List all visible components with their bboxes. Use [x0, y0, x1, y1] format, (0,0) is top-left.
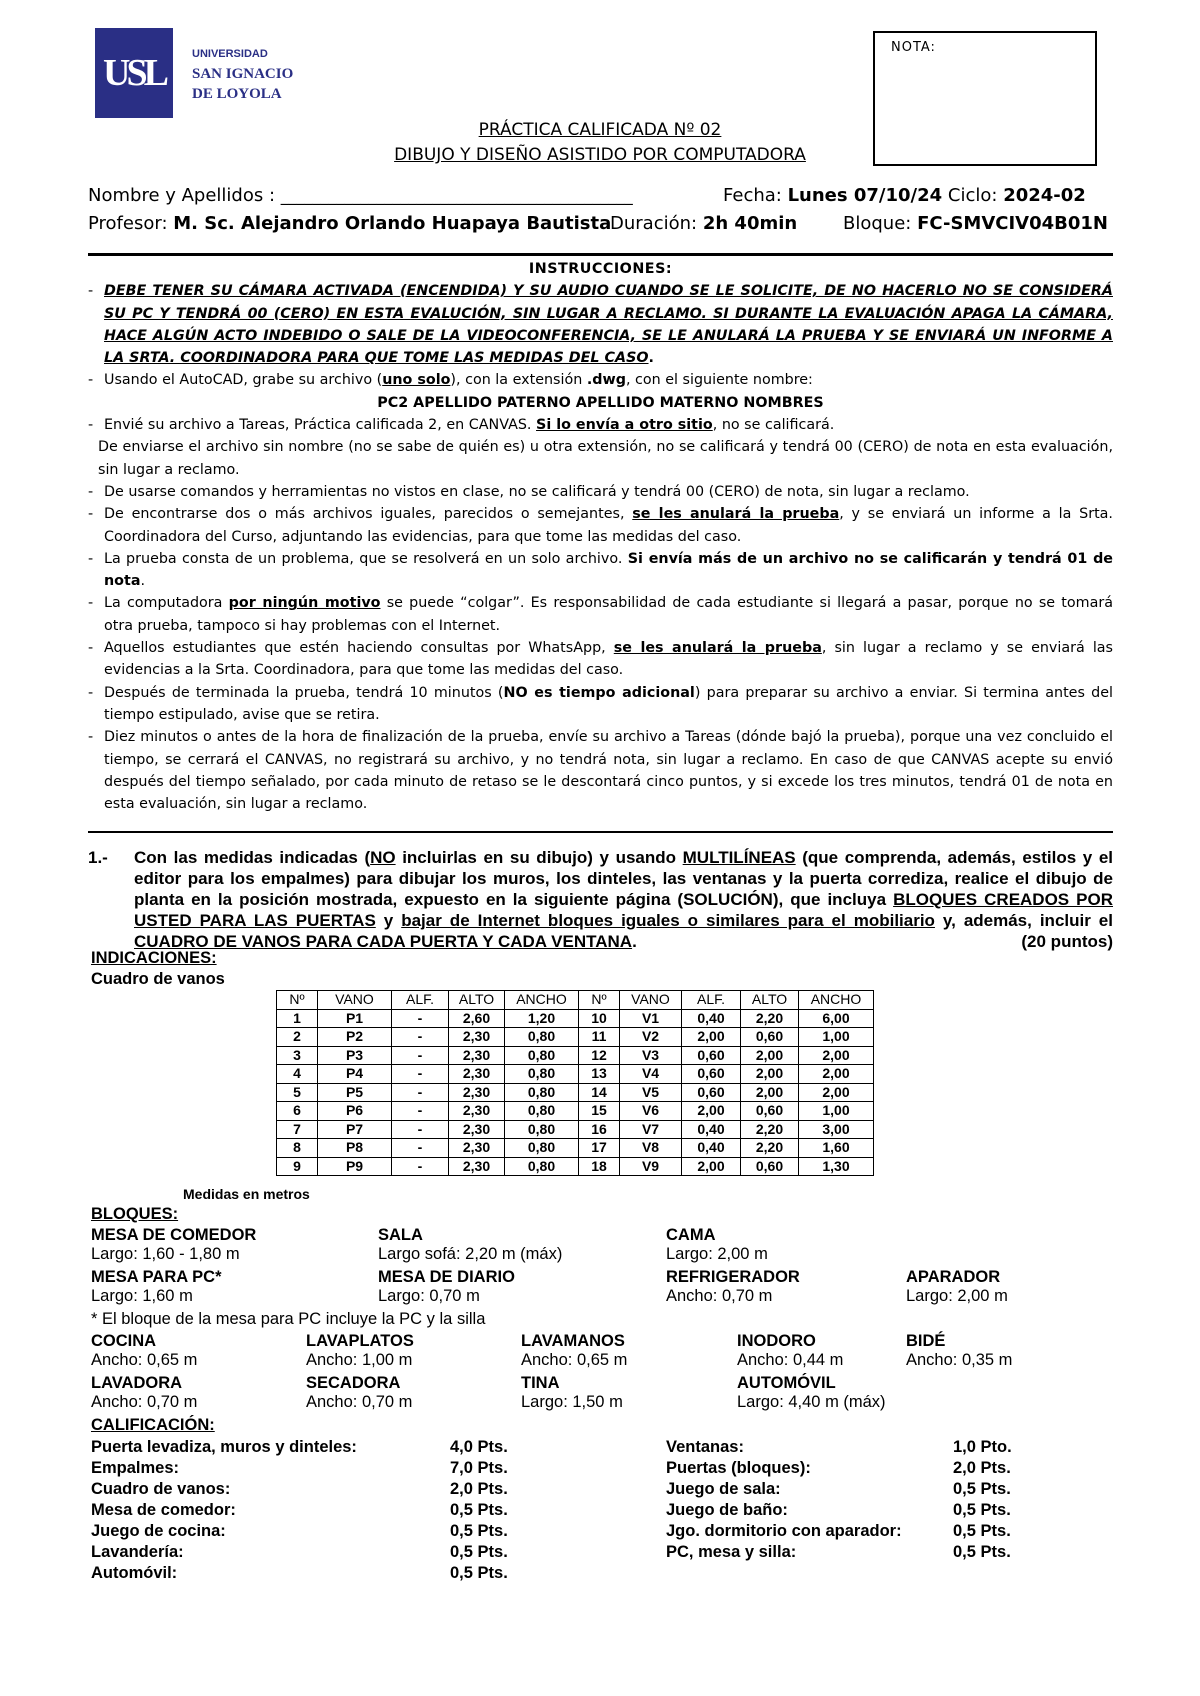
table-cell: P3: [318, 1046, 392, 1065]
table-cell: V6: [620, 1102, 682, 1121]
block-field: [843, 213, 1108, 234]
table-row: [277, 1102, 874, 1121]
table-cell: 6,00: [799, 1009, 874, 1028]
university-name: [192, 44, 293, 104]
block-pc-desk: MESA PARA PC* Largo: 1,60 m: [91, 1268, 222, 1305]
grading-item-points: 0,5 Pts.: [450, 1522, 508, 1540]
table-cell: V1: [620, 1009, 682, 1028]
cycle-label: Ciclo:: [947, 185, 998, 206]
table-cell: 5: [277, 1083, 318, 1102]
instruction-camera-warning: - DEBE TENER SU CÁMARA ACTIVADA (ENCENDIDA) Y SU AUDIO CUANDO SE LE SOLICITE, DE NO HACERLO NO SE CONSIDERÁ SU PC Y TENDRÁ 00 (CERO) EN ESTA EVALUCIÓN, SIN LUGAR A RECLAMO. SI DURANTE LA EVALUACIÓN APAGA LA CÁMARA, HACE ALGÚN ACTO INDEBIDO O SALE DE LA VIDEOCONFERENCIA, SE LE ANULARÁ LA PRUEBA Y SE ENVIARÁ UN INFORME A LA SRTA. COORDINADORA PARA QUE TOME LAS MEDIDAS DEL CASO.: [88, 283, 1113, 367]
grading-left-column: [91, 1437, 531, 1584]
table-cell: 0,80: [505, 1083, 579, 1102]
table-cell: 13: [579, 1065, 620, 1084]
table-row: [277, 1083, 874, 1102]
table-cell: 3: [277, 1046, 318, 1065]
table-cell: 2,00: [682, 1102, 741, 1121]
table-cell: 2,30: [449, 1139, 505, 1158]
table-cell: -: [392, 1083, 449, 1102]
grading-item-points: 0,5 Pts.: [953, 1501, 1011, 1519]
table-cell: 0,60: [682, 1083, 741, 1102]
block-label: Bloque:: [843, 213, 912, 234]
table-cell: 0,60: [682, 1046, 741, 1065]
grade-label: NOTA:: [891, 40, 936, 55]
grading-right-column: [666, 1437, 1026, 1563]
table-cell: P5: [318, 1083, 392, 1102]
table-row: [277, 1120, 874, 1139]
table-cell: 11: [579, 1028, 620, 1047]
table-cell: 2,00: [741, 1046, 799, 1065]
problem-text: Con las medidas indicadas (NO incluirlas en su dibujo) y usando MULTILÍNEAS (que comprenda, además, estilos y el editor para los empalmes) para dibujar los muros, los dinteles, las ventanas y la puerta corrediza, realice el dibujo de planta en la posición mostrada, expuesto en la siguiente página (SOLUCIÓN), que incluya BLOQUES CREADOS POR USTED PARA LAS PUERTAS y bajar de Internet bloques iguales o similares para el mobiliario y, además, incluir el CUADRO DE VANOS PARA CADA PUERTA Y CADA VENTANA. (20 puntos): [134, 848, 1114, 951]
table-cell: -: [392, 1028, 449, 1047]
block-dining-table: MESA DE COMEDOR Largo: 1,60 - 1,80 m: [91, 1226, 257, 1263]
instructions-divider: [88, 831, 1113, 833]
table-cell: V5: [620, 1083, 682, 1102]
header-divider: [88, 253, 1113, 256]
grading-item-label: Mesa de comedor:: [91, 1501, 236, 1519]
table-cell: 17: [579, 1139, 620, 1158]
camera-warning-text: DEBE TENER SU CÁMARA ACTIVADA (ENCENDIDA) Y SU AUDIO CUANDO SE LE SOLICITE, DE NO HACERLO NO SE CONSIDERÁ SU PC Y TENDRÁ 00 (CERO) EN ESTA EVALUCIÓN, SIN LUGAR A RECLAMO. SI DURANTE LA EVALUACIÓN APAGA LA CÁMARA, HACE ALGÚN ACTO INDEBIDO O SALE DE LA VIDEOCONFERENCIA, SE LE ANULARÁ LA PRUEBA Y SE ENVIARÁ UN INFORME A LA SRTA. COORDINADORA PARA QUE TOME LAS MEDIDAS DEL CASO: [104, 283, 1113, 367]
duration-field: [610, 213, 797, 234]
grading-item-points: 0,5 Pts.: [450, 1564, 508, 1582]
grading-item-points: 0,5 Pts.: [953, 1480, 1011, 1498]
block-fridge: REFRIGERADOR Ancho: 0,70 m: [666, 1268, 800, 1305]
table-cell: 2,20: [741, 1120, 799, 1139]
grading-row: [666, 1479, 1026, 1500]
table-cell: 1,60: [799, 1139, 874, 1158]
grading-item-points: 2,0 Pts.: [953, 1459, 1011, 1477]
professor-field: [88, 213, 611, 234]
table-units-note: Medidas en metros: [183, 1186, 310, 1202]
table-cell: 3,00: [799, 1120, 874, 1139]
table-cell: 0,60: [741, 1028, 799, 1047]
table-cell: 2,20: [741, 1009, 799, 1028]
table-cell: 2,00: [799, 1046, 874, 1065]
col-header: ANCHO: [505, 991, 579, 1010]
table-cell: 0,60: [741, 1157, 799, 1176]
grading-item-points: 0,5 Pts.: [450, 1501, 508, 1519]
table-cell: 1,30: [799, 1157, 874, 1176]
table-cell: P6: [318, 1102, 392, 1121]
block-sink: LAVAPLATOS Ancho: 1,00 m: [306, 1332, 414, 1369]
table-cell: V4: [620, 1065, 682, 1084]
grading-row: [666, 1542, 1026, 1563]
table-cell: 2,00: [799, 1083, 874, 1102]
grading-item-label: Ventanas:: [666, 1438, 744, 1456]
table-cell: 15: [579, 1102, 620, 1121]
block-daily-table: MESA DE DIARIO Largo: 0,70 m: [378, 1268, 515, 1305]
table-cell: -: [392, 1009, 449, 1028]
date-field: [723, 185, 1086, 206]
table-cell: 2,30: [449, 1046, 505, 1065]
block-bidet: BIDÉ Ancho: 0,35 m: [906, 1332, 1013, 1369]
table-cell: 0,40: [682, 1139, 741, 1158]
table-cell: P4: [318, 1065, 392, 1084]
grading-item-label: Puertas (bloques):: [666, 1459, 811, 1477]
block-washer: LAVADORA Ancho: 0,70 m: [91, 1374, 198, 1411]
grading-row: [666, 1500, 1026, 1521]
instruction-duplicates: - De encontrarse dos o más archivos iguales, parecidos o semejantes, se les anulará la prueba, y se enviará un informe a la Srta. Coordinadora del Curso, adjuntando las evidencias, para que tome las medidas del caso.: [88, 506, 1113, 545]
table-cell: 2,00: [682, 1157, 741, 1176]
block-toilet: INODORO Ancho: 0,44 m: [737, 1332, 844, 1369]
col-header: ALF.: [392, 991, 449, 1010]
instruction-extra-time: - Después de terminada la prueba, tendrá 10 minutos (NO es tiempo adicional) para preparar su archivo a enviar. Si termina antes del tiempo estipulado, avise que se retira.: [88, 684, 1113, 723]
table-cell: 0,80: [505, 1120, 579, 1139]
filename-format: PC2 APELLIDO PATERNO APELLIDO MATERNO NOMBRES: [377, 394, 824, 411]
problem-number: 1.-: [88, 848, 108, 867]
grading-item-points: 0,5 Pts.: [450, 1543, 508, 1561]
col-header: Nº: [277, 991, 318, 1010]
table-cell: V3: [620, 1046, 682, 1065]
grading-row: [666, 1521, 1026, 1542]
table-cell: 1,00: [799, 1028, 874, 1047]
grading-row: [91, 1542, 531, 1563]
problem-points: (20 puntos): [1021, 932, 1113, 951]
table-cell: -: [392, 1102, 449, 1121]
instruction-commands: - De usarse comandos y herramientas no vistos en clase, no se calificará y tendrá 00 (CERO) de nota, sin lugar a reclamo.: [88, 483, 970, 500]
table-cell: 0,80: [505, 1157, 579, 1176]
table-cell: 8: [277, 1139, 318, 1158]
table-cell: 0,80: [505, 1065, 579, 1084]
table-cell: 0,80: [505, 1139, 579, 1158]
table-cell: 2,00: [741, 1065, 799, 1084]
grading-item-label: Juego de cocina:: [91, 1522, 226, 1540]
col-header: ANCHO: [799, 991, 874, 1010]
table-cell: 0,80: [505, 1046, 579, 1065]
table-cell: 0,40: [682, 1009, 741, 1028]
professor-label: Profesor:: [88, 213, 168, 234]
table-row: [277, 1046, 874, 1065]
grading-row: [666, 1458, 1026, 1479]
grading-row: [91, 1500, 531, 1521]
grading-item-points: 4,0 Pts.: [450, 1438, 508, 1456]
table-cell: 12: [579, 1046, 620, 1065]
table-cell: V2: [620, 1028, 682, 1047]
table-cell: 2,30: [449, 1028, 505, 1047]
grading-item-label: Empalmes:: [91, 1459, 180, 1477]
block-bathtub: TINA Largo: 1,50 m: [521, 1374, 623, 1411]
block-sideboard: APARADOR Largo: 2,00 m: [906, 1268, 1008, 1305]
duration-label: Duración:: [610, 213, 698, 234]
table-row: [277, 1009, 874, 1028]
table-cell: -: [392, 1139, 449, 1158]
grading-row: [91, 1521, 531, 1542]
grading-row: [91, 1458, 531, 1479]
block-bed: CAMA Largo: 2,00 m: [666, 1226, 768, 1263]
instruction-deadline: - Diez minutos o antes de la hora de finalización de la prueba, envíe su archivo a Tareas (dónde bajó la prueba), porque una vez concluido el tiempo, se cerrará el CANVAS, no registrará su archivo, y no tendrá nota, sin lugar a reclamo. En caso de que CANVAS acepte su envió después del tiempo señalado, por cada minuto de retaso se le descontará cinco puntos, y si excede los tres minutos, tendrá 01 de nota en esta evaluación, sin lugar a reclamo.: [88, 729, 1113, 813]
table-cell: 0,80: [505, 1028, 579, 1047]
table-cell: -: [392, 1065, 449, 1084]
table-cell: 10: [579, 1009, 620, 1028]
grading-item-label: Juego de baño:: [666, 1501, 788, 1519]
table-cell: -: [392, 1120, 449, 1139]
grading-item-label: Juego de sala:: [666, 1480, 781, 1498]
table-cell: 16: [579, 1120, 620, 1139]
table-row: [277, 1028, 874, 1047]
table-cell: 2,00: [799, 1065, 874, 1084]
indications-heading: INDICACIONES:: [91, 949, 217, 967]
table-cell: 6: [277, 1102, 318, 1121]
table-cell: P8: [318, 1139, 392, 1158]
col-header: ALTO: [741, 991, 799, 1010]
grading-item-label: PC, mesa y silla:: [666, 1543, 797, 1561]
date-value: Lunes 07/10/24: [787, 185, 943, 206]
table-cell: 2,30: [449, 1157, 505, 1176]
table-cell: 0,60: [682, 1065, 741, 1084]
table-header-row: [277, 991, 874, 1010]
table-cell: 7: [277, 1120, 318, 1139]
table-row: [277, 1139, 874, 1158]
table-cell: 0,40: [682, 1120, 741, 1139]
logo-line-2: SAN IGNACIO: [192, 66, 294, 82]
block-dryer: SECADORA Ancho: 0,70 m: [306, 1374, 413, 1411]
table-cell: 2,60: [449, 1009, 505, 1028]
table-cell: P2: [318, 1028, 392, 1047]
instruction-save-file: - Usando el AutoCAD, grabe su archivo (uno solo), con la extensión .dwg, con el siguiente nombre:: [88, 372, 813, 389]
table-cell: -: [392, 1046, 449, 1065]
instruction-single-file: - La prueba consta de un problema, que se resolverá en un solo archivo. Si envía más de un archivo no se calificarán y tendrá 01 de nota.: [88, 550, 1113, 590]
block-value: FC-SMVCIV04B01N: [917, 213, 1108, 234]
instruction-computer: - La computadora por ningún motivo se puede “colgar”. Es responsabilidad de cada estudiante si llegará a pasar, porque no se tomará otra prueba, tampoco si hay problemas con el Internet.: [88, 595, 1113, 634]
col-header: ALF.: [682, 991, 741, 1010]
table-cell: 1,20: [505, 1009, 579, 1028]
grading-item-points: 2,0 Pts.: [450, 1480, 508, 1498]
table-cell: 2,00: [741, 1083, 799, 1102]
table-row: [277, 1157, 874, 1176]
table-cell: 0,80: [505, 1102, 579, 1121]
table-cell: 2,30: [449, 1102, 505, 1121]
table-cell: V8: [620, 1139, 682, 1158]
col-header: VANO: [620, 991, 682, 1010]
logo-line-1: UNIVERSIDAD: [192, 48, 268, 60]
table-cell: 2,20: [741, 1139, 799, 1158]
university-logo: [95, 28, 173, 118]
cycle-value: 2024-02: [1003, 185, 1086, 206]
instruction-submit: - Envié su archivo a Tareas, Práctica calificada 2, en CANVAS. Si lo envía a otro sitio, no se calificará.: [88, 417, 835, 434]
block-stove: COCINA Ancho: 0,65 m: [91, 1332, 198, 1369]
table-cell: 2,30: [449, 1065, 505, 1084]
table-cell: 14: [579, 1083, 620, 1102]
table-cell: 2,00: [682, 1028, 741, 1047]
name-field: [88, 185, 633, 206]
grading-item-label: Automóvil:: [91, 1564, 178, 1582]
table-row: [277, 1065, 874, 1084]
col-header: ALTO: [449, 991, 505, 1010]
course-title: DIBUJO Y DISEÑO ASISTIDO POR COMPUTADORA: [394, 145, 806, 165]
table-cell: 2: [277, 1028, 318, 1047]
problem-statement: [88, 847, 1113, 952]
table-cell: 2,30: [449, 1083, 505, 1102]
table-cell: 0,60: [741, 1102, 799, 1121]
block-living: SALA Largo sofá: 2,20 m (máx): [378, 1226, 563, 1263]
instructions-title: INSTRUCCIONES:: [528, 261, 673, 277]
col-header: VANO: [318, 991, 392, 1010]
block-washbasin: LAVAMANOS Ancho: 0,65 m: [521, 1332, 628, 1369]
table-cell: 2,30: [449, 1120, 505, 1139]
grading-heading: CALIFICACIÓN:: [91, 1416, 215, 1434]
table-cell: P7: [318, 1120, 392, 1139]
date-label: Fecha:: [723, 185, 782, 206]
table-cell: P9: [318, 1157, 392, 1176]
grading-item-label: Puerta levadiza, muros y dinteles:: [91, 1438, 357, 1456]
col-header: Nº: [579, 991, 620, 1010]
grading-row: [91, 1479, 531, 1500]
name-label: Nombre y Apellidos :: [88, 185, 276, 206]
pc-desk-note: * El bloque de la mesa para PC incluye la PC y la silla: [91, 1310, 486, 1328]
grading-row: [666, 1437, 1026, 1458]
grading-row: [91, 1563, 531, 1584]
block-car: AUTOMÓVIL Largo: 4,40 m (máx): [737, 1374, 886, 1411]
openings-label: Cuadro de vanos: [91, 970, 225, 988]
name-blank: ____________________________________________: [280, 186, 633, 205]
table-cell: 18: [579, 1157, 620, 1176]
grading-item-points: 1,0 Pto.: [953, 1438, 1012, 1456]
grading-row: [91, 1437, 531, 1458]
grading-item-label: Cuadro de vanos:: [91, 1480, 231, 1498]
grading-item-label: Lavandería:: [91, 1543, 184, 1561]
table-cell: -: [392, 1157, 449, 1176]
grading-item-label: Jgo. dormitorio con aparador:: [666, 1522, 902, 1540]
table-cell: V9: [620, 1157, 682, 1176]
professor-value: M. Sc. Alejandro Orlando Huapaya Bautista: [173, 213, 612, 234]
exam-title: PRÁCTICA CALIFICADA Nº 02: [478, 120, 722, 140]
grading-item-points: 0,5 Pts.: [953, 1543, 1011, 1561]
openings-table: [276, 990, 874, 1176]
table-cell: 1: [277, 1009, 318, 1028]
grading-item-points: 0,5 Pts.: [953, 1522, 1011, 1540]
table-cell: 4: [277, 1065, 318, 1084]
instruction-whatsapp: - Aquellos estudiantes que estén haciendo consultas por WhatsApp, se les anulará la prueba, sin lugar a reclamo y se enviará las evidencias a la Srta. Coordinadora, para que tome las medidas del caso.: [88, 640, 1113, 679]
table-cell: P1: [318, 1009, 392, 1028]
table-cell: V7: [620, 1120, 682, 1139]
table-cell: 9: [277, 1157, 318, 1176]
table-cell: 1,00: [799, 1102, 874, 1121]
grading-item-points: 7,0 Pts.: [450, 1459, 508, 1477]
logo-mark: USL: [103, 52, 165, 94]
blocks-heading: BLOQUES:: [91, 1205, 179, 1223]
duration-value: 2h 40min: [702, 213, 798, 234]
instruction-no-name: De enviarse el archivo sin nombre (no se sabe de quién es) u otra extensión, no se calificará y tendrá 00 (CERO) de nota en esta evaluación, sin lugar a reclamo.: [98, 439, 1113, 478]
logo-line-3: DE LOYOLA: [192, 86, 282, 102]
instructions: [88, 258, 1113, 815]
